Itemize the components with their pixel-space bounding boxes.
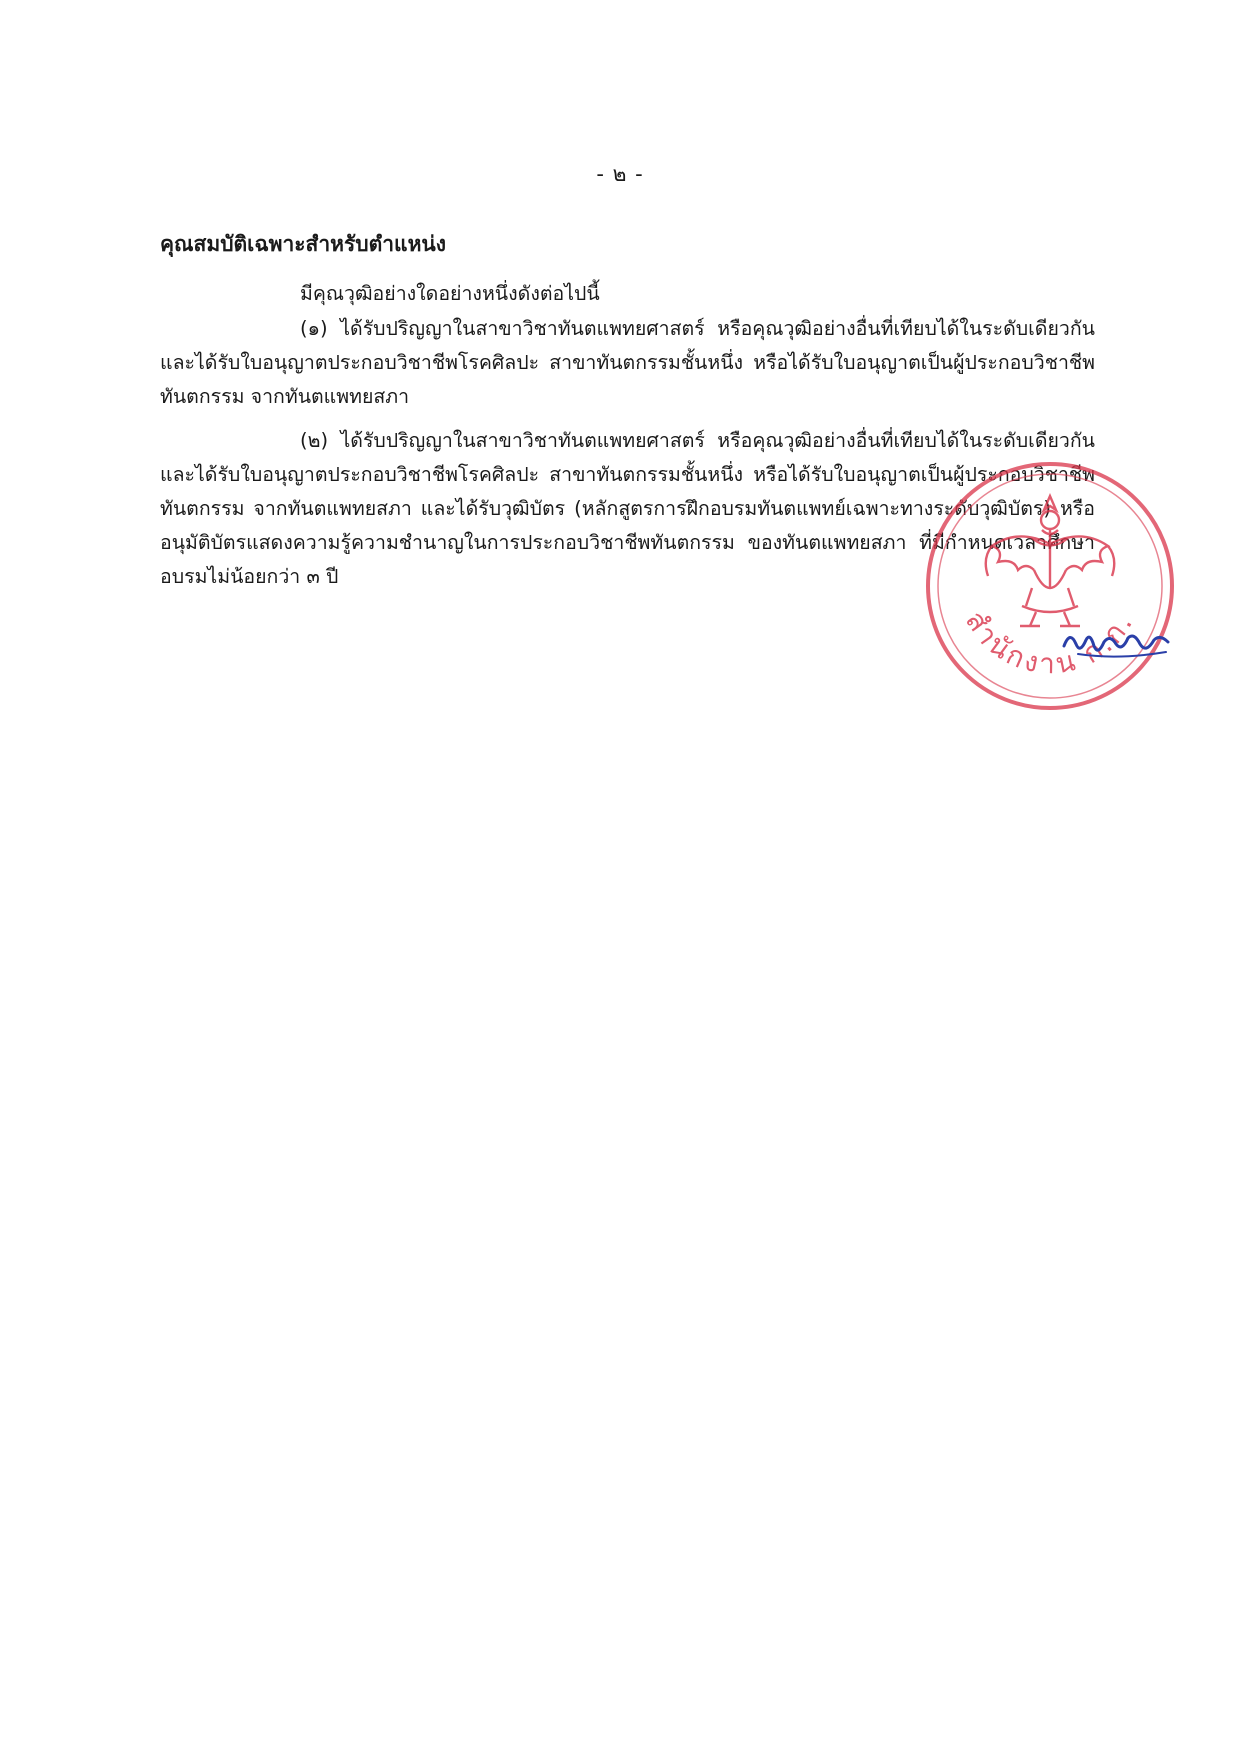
section-heading: คุณสมบัติเฉพาะสำหรับตำแหน่ง [160, 232, 447, 256]
garuda-emblem-icon [986, 496, 1115, 626]
seal-graphic [922, 458, 1178, 714]
qualification-item-1 [160, 312, 1095, 414]
signature [1058, 624, 1178, 664]
qualification-text: (๑) ได้รับปริญญาในสาขาวิชาทันตแพทยศาสตร์ หรือคุณวุฒิอย่างอื่นที่เทียบได้ในระดับเดียวกัน และได้รับใบอนุญาตประกอบวิชาชีพโรคศิลปะ สาขาทันตกรรมชั้นหนึ่ง หรือได้รับใบอนุญาตเป็นผู้ประกอบวิชาชีพทันตกรรม จากทันตแพทยสภา [160, 317, 1095, 408]
intro-paragraph [160, 277, 1095, 311]
seal-text: สำนักงาน ก.ก. [958, 604, 1141, 681]
intro-text: มีคุณวุฒิอย่างใดอย่างหนึ่งดังต่อไปนี้ [300, 282, 600, 305]
page-number: - ๒ - [596, 162, 644, 186]
qualification-text: (๒) ได้รับปริญญาในสาขาวิชาทันตแพทยศาสตร์ หรือคุณวุฒิอย่างอื่นที่เทียบได้ในระดับเดียวกัน และได้รับใบอนุญาตประกอบวิชาชีพโรคศิลปะ สาขาทันตกรรมชั้นหนึ่ง หรือได้รับใบอนุญาตเป็นผู้ประกอบวิชาชีพทันตกรรม จากทันตแพทยสภา และได้รับวุฒิบัตร (หลักสูตรการฝึกอบรมทันตแพทย์เฉพาะทางระดับวุฒิบัตร) หรืออนุมัติบัตรแสดงความรู้ความชำนาญในการประกอบวิชาชีพทันตกรรม ของทันตแพทยสภา ที่มีกำหนดเวลาศึกษาอบรมไม่น้อยกว่า ๓ ปี [160, 429, 1095, 588]
signature-graphic [1058, 624, 1178, 664]
official-seal [922, 458, 1178, 714]
